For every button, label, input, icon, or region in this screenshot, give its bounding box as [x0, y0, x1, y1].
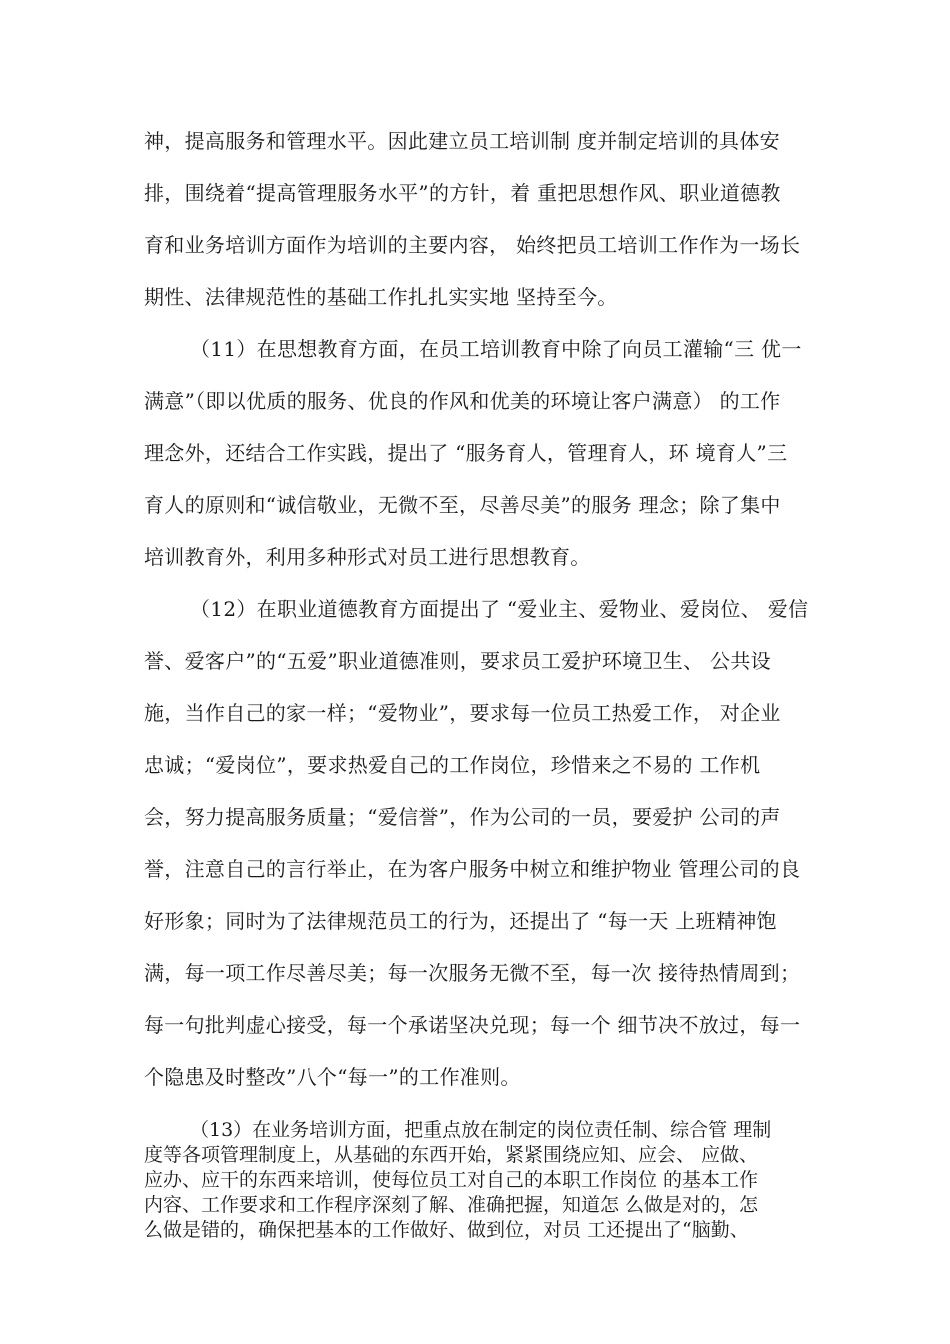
paragraph-4-line-1: （13）在业务培训方面，把重点放在制定的岗位责任制、综合管 理制	[190, 1119, 772, 1141]
paragraph-2-line-5: 培训教育外，利用多种形式对员工进行思想教育。	[144, 545, 591, 569]
paragraph-3-line-9: 每一句批判虚心接受，每一个承诺坚决兑现；每一个 细节决不放过，每一	[144, 1013, 801, 1037]
paragraph-3-line-8: 满，每一项工作尽善尽美；每一次服务无微不至，每一次 接待热情周到；	[144, 961, 801, 985]
paragraph-2-line-3: 理念外，还结合工作实践，提出了 “服务育人，管理育人，环 境育人”三	[144, 441, 788, 465]
paragraph-1-line-2: 排，围绕着“提高管理服务水平”的方针，着 重把思想作风、职业道德教	[144, 181, 781, 205]
paragraph-1-line-3: 育和业务培训方面作为培训的主要内容， 始终把员工培训工作作为一场长	[144, 233, 801, 257]
paragraph-1-line-4: 期性、法律规范性的基础工作扎扎实实地 坚持至今。	[144, 285, 618, 309]
paragraph-1-line-1: 神，提高服务和管理水平。因此建立员工培训制 度并制定培训的具体安	[144, 129, 780, 153]
paragraph-4-line-2: 度等各项管理制度上，从基础的东西开始，紧紧围绕应知、应会、 应做、	[144, 1144, 759, 1166]
paragraph-3-line-7: 好形象；同时为了法律规范员工的行为，还提出了 “每一天 上班精神饱	[144, 909, 777, 933]
paragraph-2-line-4: 育人的原则和“诚信敬业，无微不至，尽善尽美”的服务 理念；除了集中	[144, 493, 781, 517]
paragraph-2-line-1: （11）在思想教育方面，在员工培训教育中除了向员工灌输“三 优一	[190, 337, 802, 361]
paragraph-4-line-4: 内容、工作要求和工作程序深刻了解、准确把握，知道怎 么做是对的，怎	[144, 1194, 759, 1216]
paragraph-3-line-10: 个隐患及时整改”八个“每一”的工作准则。	[144, 1065, 521, 1089]
paragraph-3-line-3: 施，当作自己的家一样；“爱物业”，要求每一位员工热爱工作， 对企业	[144, 701, 781, 725]
paragraph-3-line-6: 誉，注意自己的言行举止，在为客户服务中树立和维护物业 管理公司的良	[144, 857, 801, 881]
paragraph-3-line-5: 会，努力提高服务质量；“爱信誉”，作为公司的一员，要爱护 公司的声	[144, 805, 781, 829]
paragraph-3-line-1: （12）在职业道德教育方面提出了 “爱业主、爱物业、爱岗位、 爱信	[190, 597, 809, 621]
paragraph-3-line-2: 誉、爱客户”的“五爱”职业道德准则，要求员工爱护环境卫生、 公共设	[144, 649, 771, 673]
paragraph-3-line-4: 忠诚；“爱岗位”，要求热爱自己的工作岗位，珍惜来之不易的 工作机	[144, 753, 761, 777]
paragraph-2-line-2: 满意”（即以优质的服务、优良的作风和优美的环境让客户满意） 的工作	[144, 389, 781, 413]
paragraph-4-line-5: 么做是错的，确保把基本的工作做好、做到位，对员 工还提出了“脑勤、	[144, 1219, 749, 1241]
paragraph-4-line-3: 应办、应干的东西来培训，使每位员工对自己的本职工作岗位 的基本工作	[144, 1169, 759, 1191]
